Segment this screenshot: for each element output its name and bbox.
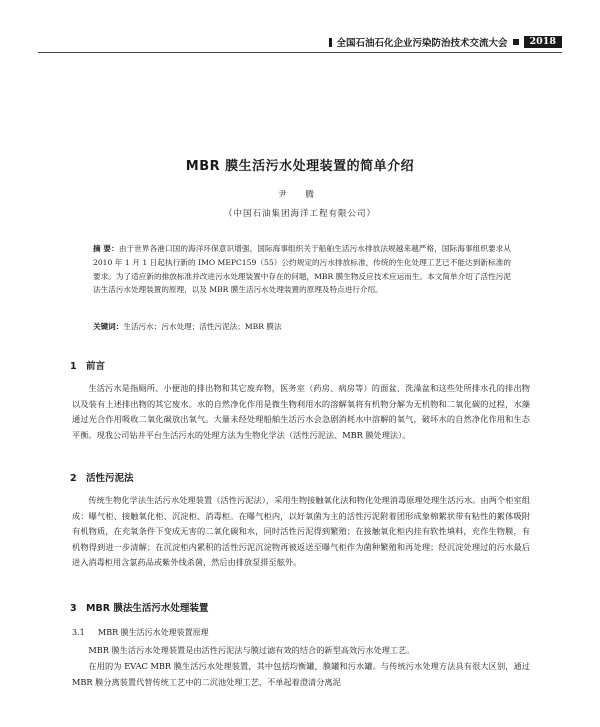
subsection-title: MBR 膜生活污水处理装置原理 [98, 628, 209, 637]
header-year: 2018 [524, 36, 562, 48]
section-heading [70, 358, 105, 372]
paper-title: MBR 膜生活污水处理装置的简单介绍 [185, 159, 415, 174]
section-title: MBR 膜法生活污水处理装置 [86, 603, 209, 614]
keywords-text: 生活污水；污水处理；活性污泥法；MBR 膜法 [123, 322, 282, 331]
paper-affiliation: （中国石油集团海洋工程有限公司） [223, 209, 376, 219]
conference-title: 全国石油石化企业污染防治技术交流大会 [336, 38, 508, 49]
section-number: 2 [70, 473, 77, 484]
keywords [93, 320, 511, 333]
paper-author: 尹 腾 [278, 190, 322, 200]
header-rule [38, 52, 562, 53]
section-title: 前言 [86, 361, 106, 372]
section-paragraph: 传统生物化学法生活污水处理装置（活性污泥法），采用生物接触氧化法和物化处理消毒原理处理生活污水。由两个柜室组成：曝气柜、接触氧化柜、沉淀柜、消毒柜。在曝气柜内，以好氧菌为主的活性污泥附着团形成象棉絮状带有粘性的絮体吸附有机物质，在充氧条件下变成无害的二氧化碳和水，同时活性污泥得到繁殖；在接触氧化柜内挂有软性填料，充作生物膜，有机物得到进一步清解；在沉淀柜内累积的活性污泥沉淀物再被返送至曝气柜作为菌种繁殖和再处理；经沉淀处理过的污水最后进入消毒柜用含氯药品或紫外线杀菌，然后由排放泵排至舷外。 [72, 495, 530, 568]
section-title: 活性污泥法 [86, 473, 134, 484]
abstract-label: 摘 要： [93, 244, 119, 253]
section-paragraph: 在用的为 EVAC MBR 膜生活污水处理装置，其中包括均衡罐，膜罐和污水罐。与传统污水处理方法具有很大区别，通过 MBR 膜分离装置代替传统工艺中的二沉池处理工艺，不单起着澄清分离泥 [72, 661, 530, 687]
abstract-text: 由于世界各港口国的海洋环保意识增强，国际海事组织关于船舶生活污水排放法规越来越严格，国际海事组织要求从 2010 年 1 月 1 日起执行新的 IMO MEPC159（55）公约规定的污水排放标准，传统的生化处理工艺已不能达到新标准的要求。为了适应新的排放标准并改进污水处理装置中存在的问题，MBR 膜生物反应技术应运而生。本文简单介绍了活性污泥法生活污水处理装置的原理，以及 MBR 膜生活污水处理装置的原理及特点进行介绍。 [93, 244, 511, 295]
subsection-heading [72, 627, 209, 638]
header-square-mark [513, 39, 519, 45]
header-bar-mark [329, 38, 332, 47]
section-paragraph: 生活污水是指厕所、小便池的排出物和其它废弃物，医务室（药房、病房等）的面盆、洗澡盆和这些处所排水孔的排出物以及装有上述排出物的其它废水。水的自然净化作用是微生物利用水的溶解氧将有机物分解为无机物和二氧化碳的过程，水藻通过光合作用吸收二氧化碳放出氧气。大量未经处理船舶生活污水会急剧消耗水中溶解的氧气，破坏水的自然净化作用和生态平衡。现我公司钻井平台生活污水的处理方法为生物化学法（活性污泥法、MBR 膜处理法）。 [72, 383, 530, 440]
section-heading [70, 600, 208, 614]
section-paragraph: MBR 膜生活污水处理装置是由活性污泥法与膜过滤有效的结合的新型高效污水处理工艺。 [88, 645, 415, 655]
keywords-label: 关键词： [93, 322, 124, 331]
section-heading [70, 470, 134, 484]
section-number: 1 [70, 361, 77, 372]
section-number: 3 [70, 603, 77, 614]
abstract [93, 242, 511, 297]
subsection-number: 3.1 [72, 628, 85, 637]
running-header [329, 36, 562, 48]
